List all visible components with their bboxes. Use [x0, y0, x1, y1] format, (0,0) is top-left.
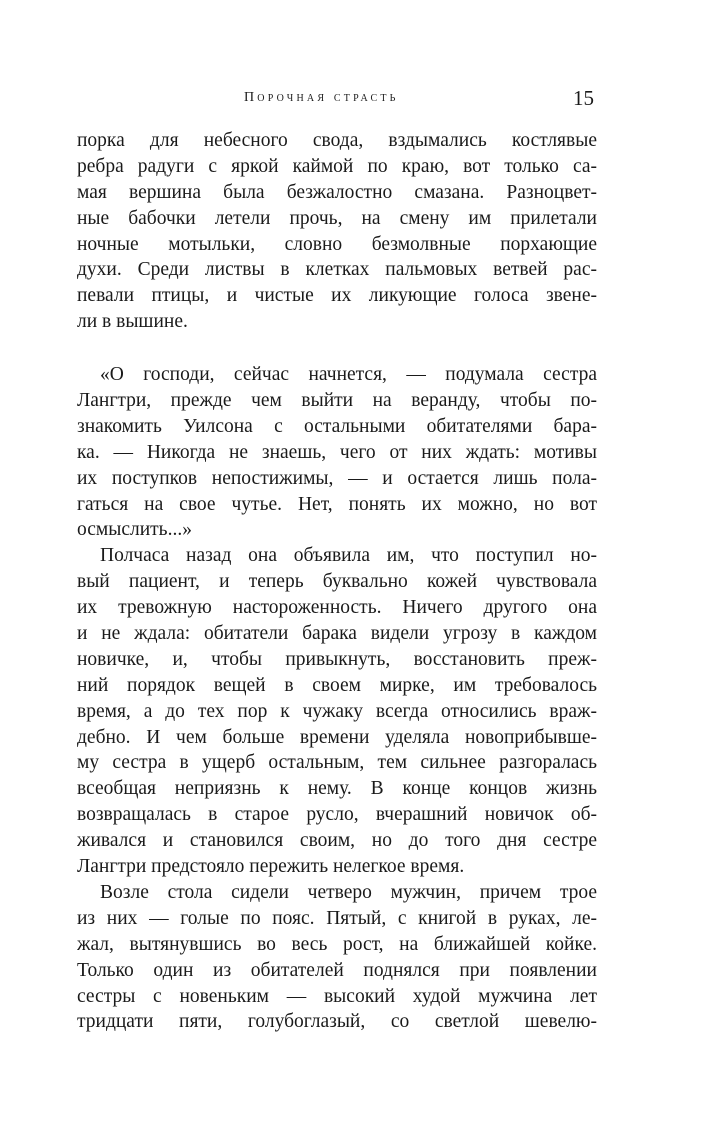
text-line: тридцати пяти, голубоглазый, со светлой шевелю-: [77, 1011, 597, 1033]
text-line: Лангтри, прежде чем выйти на веранду, чтобы по-: [77, 390, 597, 412]
paragraph: [77, 362, 597, 543]
paragraph: [77, 128, 597, 335]
text-line: живался и становился своим, но до того дня сестре: [77, 830, 597, 852]
running-title: Порочная страсть: [244, 90, 399, 105]
text-line: дебно. И чем больше времени уделяла новоприбывше-: [77, 726, 597, 748]
running-head: [0, 86, 709, 116]
text-line: время, а до тех пор к чужаку всегда относились враж-: [77, 700, 597, 722]
text-line: вый пациент, и теперь буквально кожей чувствовала: [77, 571, 597, 593]
text-line: гаться на свое чутье. Нет, понять их можно, но вот: [77, 493, 597, 515]
text-line: знакомить Уилсона с остальными обитателями бара-: [77, 415, 597, 437]
text-line: ребра радуги с яркой каймой по краю, вот только са-: [77, 155, 597, 177]
text-line: ные бабочки летели прочь, на смену им прилетали: [77, 207, 597, 229]
text-line: ка. — Никогда не знаешь, чего от них ждать: мотивы: [77, 441, 597, 463]
text-line: возвращалась в старое русло, вчерашний новичок об-: [77, 804, 597, 826]
text-line: Лангтри предстояло пережить нелегкое время.: [77, 856, 465, 878]
text-line: и не ждала: обитатели барака видели угрозу в каждом: [77, 623, 597, 645]
text-line: Только один из обитателей поднялся при появлении: [77, 959, 597, 981]
text-line: жал, вытянувшись во весь рост, на ближайшей койке.: [77, 933, 597, 955]
text-line: духи. Среди листвы в клетках пальмовых ветвей рас-: [77, 259, 597, 281]
text-line: ли в вышине.: [77, 311, 188, 333]
text-line: ний порядок вещей в своем мирке, им требовалось: [77, 674, 597, 696]
text-line: их поступков непостижимы, — и остается лишь пола-: [77, 467, 597, 489]
text-line: «О господи, сейчас начнется, — подумала сестра: [100, 364, 597, 386]
text-line: ночные мотыльки, словно безмолвные порхающие: [77, 233, 597, 255]
text-line: осмыслить...»: [77, 519, 192, 541]
text-line: всеобщая неприязнь к нему. В конце концов жизнь: [77, 778, 597, 800]
text-line: му сестра в ущерб остальным, тем сильнее разгоралась: [77, 752, 597, 774]
paragraph: [77, 880, 597, 1035]
paragraph: [77, 543, 597, 880]
text-line: Полчаса назад она объявила им, что поступил но-: [100, 545, 597, 567]
text-line: сестры с новеньким — высокий худой мужчина лет: [77, 985, 597, 1007]
text-line: их тревожную настороженность. Ничего другого она: [77, 597, 597, 619]
text-line: порка для небесного свода, вздымались костлявые: [77, 130, 597, 151]
text-line: мая вершина была безжалостно смазана. Разноцвет-: [77, 181, 597, 203]
text-line: Возле стола сидели четверо мужчин, причем трое: [100, 881, 597, 903]
page-number: 15: [573, 86, 594, 110]
text-line: из них — голые по пояс. Пятый, с книгой в руках, ле-: [77, 907, 597, 929]
body-text: [77, 128, 597, 1035]
text-line: певали птицы, и чистые их ликующие голоса звене-: [77, 285, 597, 307]
section-break: [77, 335, 597, 362]
text-line: новичке, и, чтобы привыкнуть, восстановить преж-: [77, 648, 597, 670]
